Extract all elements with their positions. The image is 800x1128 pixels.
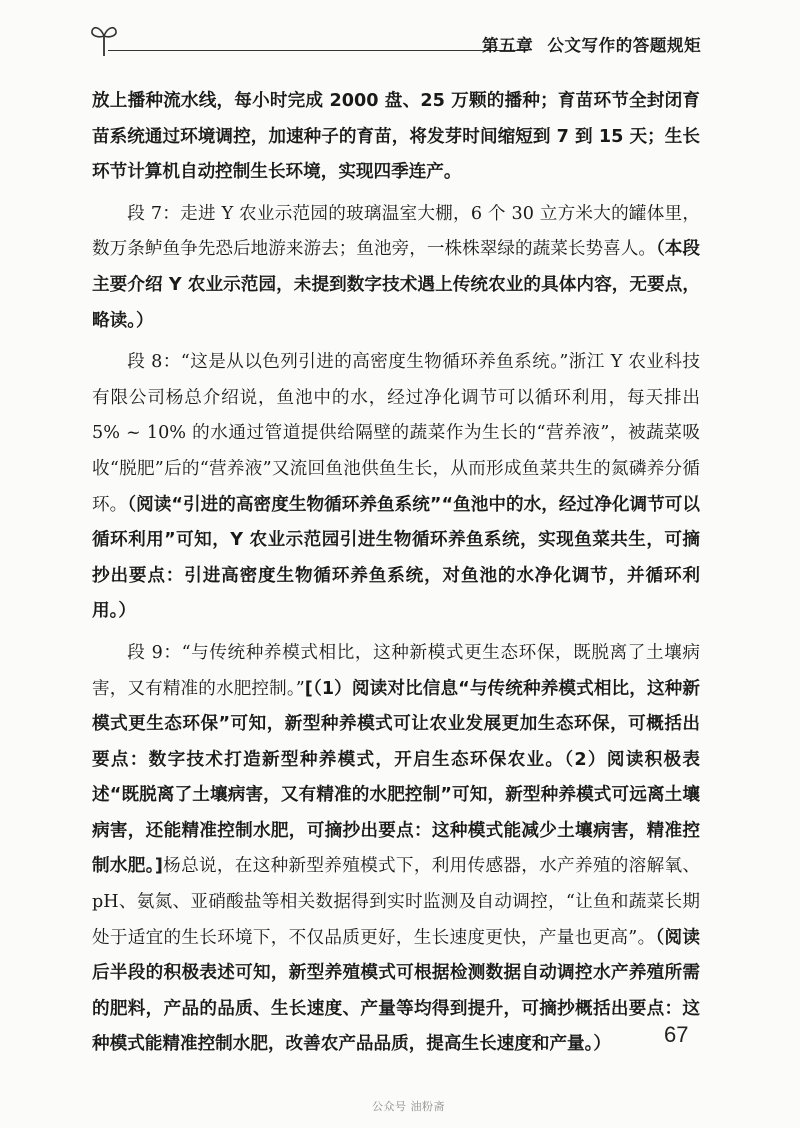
paragraph-label: 段 9： [127, 642, 182, 663]
analysis-note: [（1）阅读对比信息“与传统种养模式相比，这种新模式更生态环保”可知，新型种养模式可让农业发展更加生态环保，可概括出要点：数字技术打造新型种养模式，开启生态环保农业。（2）阅读积极表述“既脱离了土壤病害，又有精准的水肥控制”可知，新型种养模式可远离土壤病害，还能精准控制水肥，可摘抄出要点：这种模式能减少土壤病害，精准控制水肥。] [92, 678, 700, 877]
analysis-note: （本段主要介绍 Y 农业示范园，未提到数字技术遇上传统农业的具体内容，无要点，略读。） [92, 239, 700, 331]
page-number: 67 [664, 1022, 689, 1047]
analysis-note: （阅读后半段的积极表述可知，新型养殖模式可根据检测数据自动调控水产养殖所需的肥料，产品的品质、生长速度、产量等均得到提升，可摘抄概括出要点：这种模式能精准控制水肥，改善农产品品质，提高生长速度和产量。） [92, 927, 701, 1055]
header-rule [108, 50, 528, 51]
sprout-icon [90, 22, 118, 58]
running-header [88, 22, 702, 62]
page-body [92, 84, 700, 1063]
chapter-title [482, 32, 702, 56]
paragraph-body: “与传统种养模式相比，这种新模式更生态环保，既脱离了土壤病害，又有精准的水肥控制。” [92, 642, 700, 699]
paragraph-continuation: 放上播种流水线，每小时完成 2000 盘、25 万颗的播种；育苗环节全封闭育苗系统通过环境调控，加速种子的育苗，将发芽时间缩短到 7 到 15 天；生长环节计算机自动控制生长环境，实现四季连产。 [92, 91, 700, 183]
paragraph-8 [92, 345, 700, 630]
paragraph-9 [92, 636, 700, 1063]
paragraph-body: 杨总说，在这种新型养殖模式下，利用传感器，水产养殖的溶解氧、pH、氨氮、亚硝酸盐等相关数据得到实时监测及自动调控，“让鱼和蔬菜长期处于适宜的生长环境下，不仅品质更好，生长速度更快，产量也更高”。 [92, 856, 700, 948]
analysis-note: （阅读“引进的高密度生物循环养鱼系统”“鱼池中的水，经过净化调节可以循环利用”可知，Y 农业示范园引进生物循环养鱼系统，实现鱼菜共生，可摘抄出要点：引进高密度生物循环养鱼系统，对鱼池的水净化调节，并循环利用。） [92, 494, 700, 622]
paragraph-body: 走进 Y 农业示范园的玻璃温室大棚，6 个 30 立方米大的罐体里，数万条鲈鱼争先恐后地游来游去；鱼池旁，一株株翠绿的蔬菜长势喜人。 [92, 203, 700, 260]
watermark-stamp: 公众号 油粉斋 [372, 1100, 445, 1113]
paragraph-label: 段 7： [127, 203, 181, 224]
chapter-name: 公文写作的答题规矩 [547, 36, 702, 55]
paragraph-label: 段 8： [127, 352, 181, 373]
paragraph-body: “这是从以色列引进的高密度生物循环养鱼系统。”浙江 Y 农业科技有限公司杨总介绍说，鱼池中的水，经过净化调节可以循环利用，每天排出 5% ~ 10% 的水通过管道提供给隔壁的蔬菜作为生长的“营养液”，被蔬菜吸收“脱肥”后的“营养液”又流回鱼池供鱼生长，从而形成鱼菜共生的氮磷养分循环。 [92, 352, 700, 515]
chapter-number: 第五章 [482, 36, 534, 55]
paragraph-7 [92, 197, 700, 339]
